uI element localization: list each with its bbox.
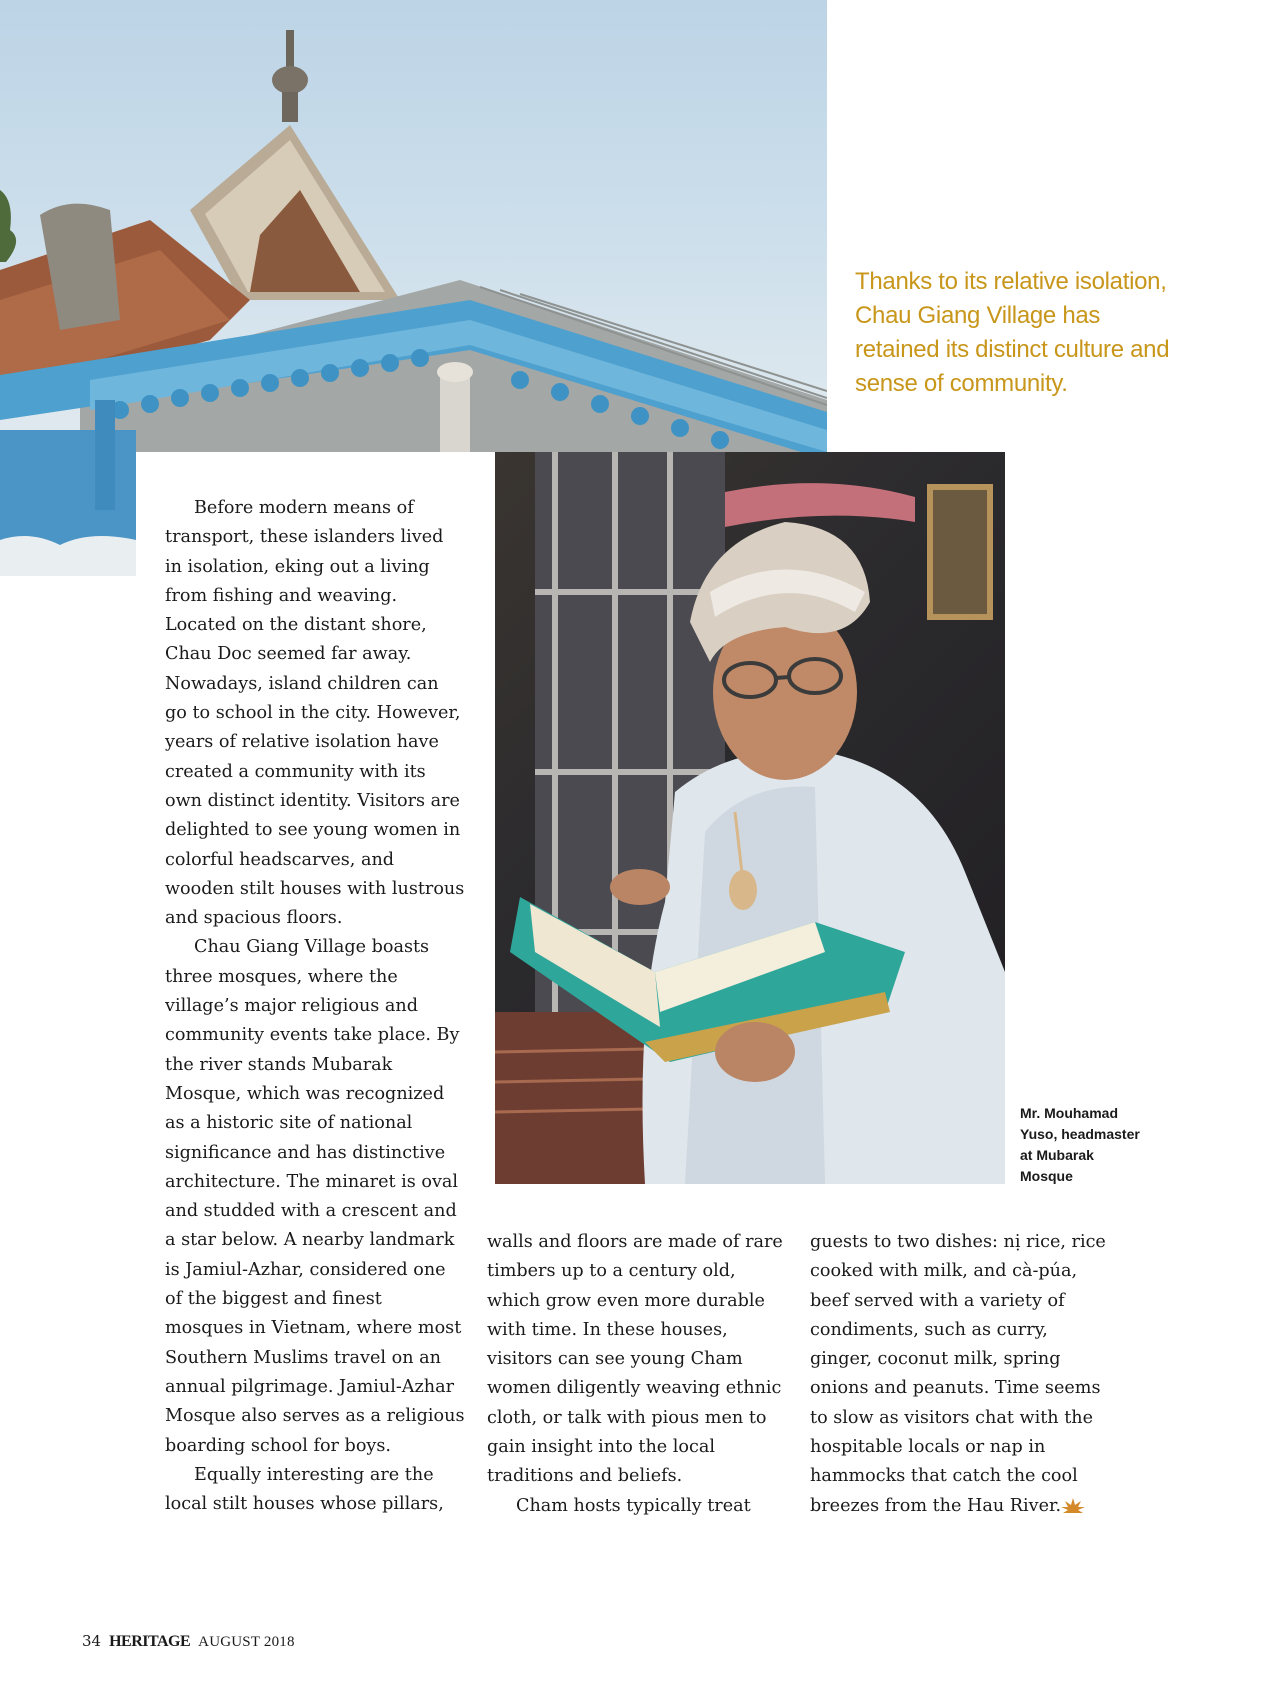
paragraph: walls and floors are made of rare timbers up to a century old, which grow even more durable with time. In these houses, visitors can see young Cham women diligently weaving ethnic cloth, or talk with pious men to gain insight into the local traditions and beliefs.: [487, 1232, 783, 1487]
issue-date: AUGUST 2018: [198, 1634, 295, 1650]
portrait-photo: [495, 452, 1005, 1184]
pull-quote: Thanks to its relative isolation, Chau Giang Village has retained its distinct culture and sense of community.: [855, 268, 1170, 397]
article-column-2: [487, 1228, 787, 1521]
article-column-3: [810, 1228, 1110, 1521]
paragraph: Chau Giang Village boasts three mosques, where the village’s major religious and community events take place. By the river stands Mubarak Mosque, which was recognized as a historic site of national significance and has distinctive architecture. The minaret is oval and studded with a crescent and a star below. A nearby landmark is Jamiul-Azhar, considered one of the biggest and finest mosques in Vietnam, where most Southern Muslims travel on an annual pilgrimage. Jamiul-Azhar Mosque also serves as a religious boarding school for boys.: [165, 937, 465, 1456]
photo-caption: Mr. Mouhamad Yuso, headmaster at Mubarak Mosque: [1020, 1105, 1140, 1184]
paragraph: [810, 1228, 1110, 1521]
article-column-1: [165, 494, 465, 1519]
page-footer: [82, 1632, 295, 1651]
paragraph-text: guests to two dishes: nị rice, rice cooked with milk, and cà-púa, beef served with a variety of condiments, such as curry, ginger, coconut milk, spring onions and peanuts. Time seems to slow as visitors chat with the hospitable locals or nap in hammocks that catch the cool breezes from the Hau River.: [810, 1232, 1106, 1516]
page-number: 34: [82, 1632, 102, 1650]
paragraph: Equally interesting are the local stilt houses whose pillars,: [165, 1464, 444, 1515]
magazine-name: HERITAGE: [109, 1633, 191, 1650]
lotus-end-icon: [1061, 1497, 1085, 1513]
paragraph: Before modern means of transport, these islanders lived in isolation, eking out a living from fishing and weaving. Located on the distant shore, Chau Doc seemed far away. Nowadays, island children can go to school in the city. However, years of relative isolation have created a community with its own distinct identity. Visitors are delighted to see young women in colorful headscarves, and wooden stilt houses with lustrous and spacious floors.: [165, 498, 465, 929]
paragraph: Cham hosts typically treat: [516, 1495, 751, 1516]
